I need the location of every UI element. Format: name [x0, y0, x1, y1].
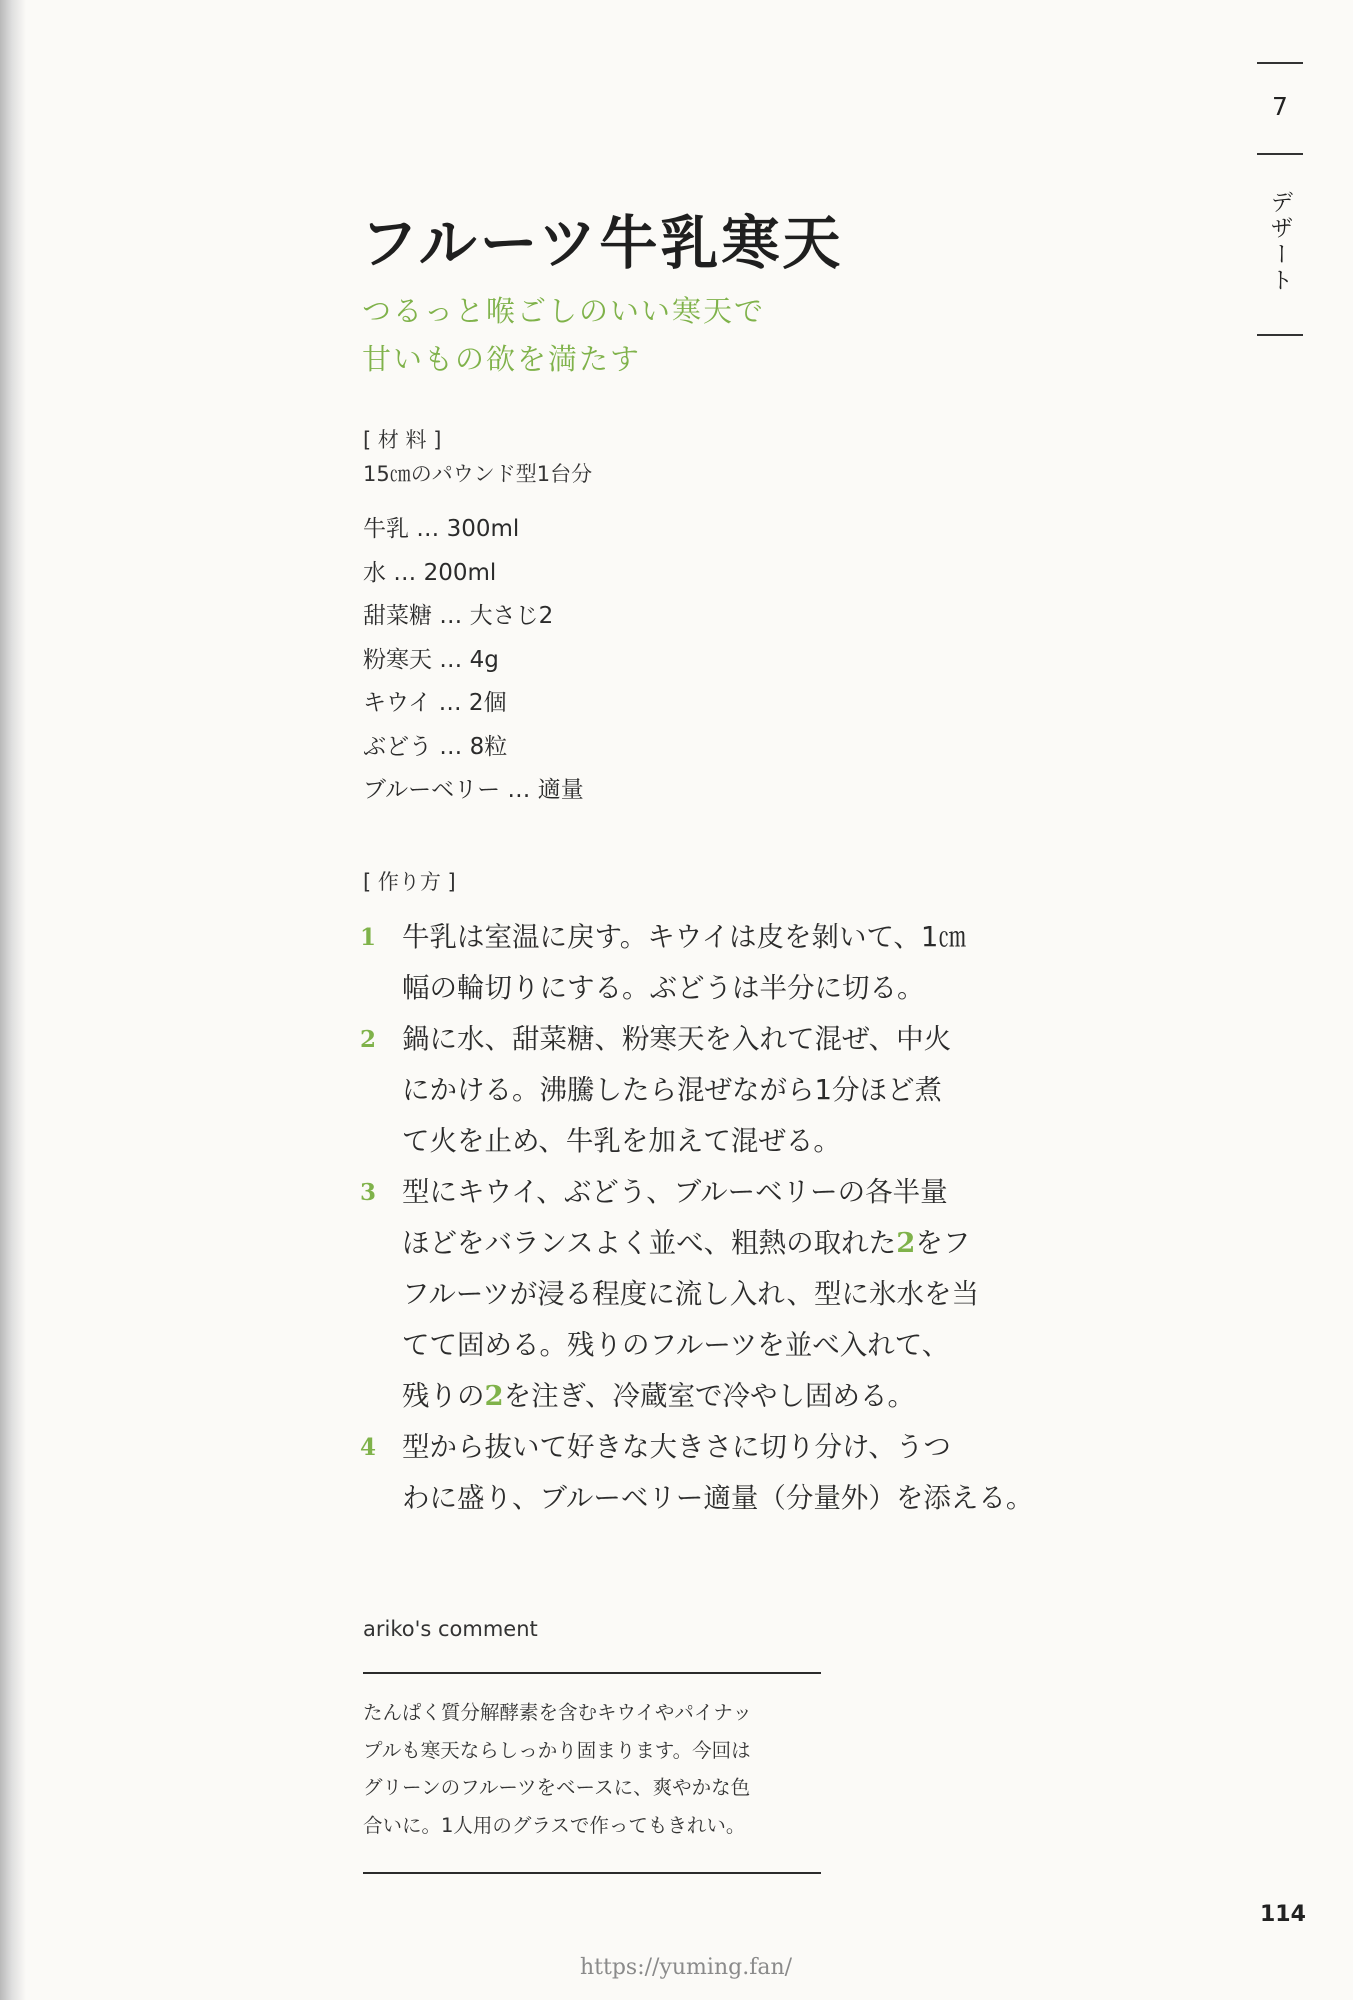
ingredient-item: 牛乳 … 300ml	[363, 516, 520, 542]
method-heading: [ 作り方 ]	[363, 870, 456, 894]
method-step	[360, 912, 1080, 1014]
ingredient-item: 水 … 200ml	[363, 559, 497, 586]
method-step	[360, 1167, 1080, 1422]
page-gutter-shadow	[0, 0, 26, 2000]
step-text-segment: をフ	[915, 1227, 971, 1259]
method-step	[360, 1014, 1080, 1167]
step-text-line: 鍋に水、甜菜糖、粉寒天を入れて混ぜ、中火	[402, 1023, 952, 1055]
step-text-line: にかける。沸騰したら混ぜながら1分ほど煮	[402, 1074, 942, 1106]
step-text-line: 牛乳は室温に戻す。キウイは皮を剝いて、1㎝	[402, 921, 966, 953]
step-text-segment: を注ぎ、冷蔵室で冷やし固める。	[503, 1380, 916, 1412]
recipe-subtitle	[362, 287, 765, 383]
step-number: 4	[360, 1434, 377, 1461]
step-text-line	[402, 1218, 1080, 1269]
chapter-number: 7	[1272, 92, 1288, 121]
comment-body	[363, 1694, 833, 1844]
step-text-line: 型から抜いて好きな大きさに切り分け、うつ	[402, 1431, 951, 1463]
step-text-line: て火を止め、牛乳を加えて混ぜる。	[402, 1125, 841, 1157]
step-text-segment: 残りの	[402, 1380, 485, 1412]
comment-line: プルも寒天ならしっかり固まります。今回は	[363, 1738, 751, 1762]
step-number: 2	[360, 1026, 377, 1053]
ingredient-item: キウイ … 2個	[363, 690, 507, 716]
step-text-line	[402, 1371, 1080, 1422]
subtitle-line: 甘いもの欲を満たす	[362, 342, 642, 376]
ingredient-item: ぶどう … 8粒	[363, 733, 508, 760]
step-text-line: フルーツが浸る程度に流し入れ、型に氷水を当	[402, 1278, 979, 1310]
chapter-tab-rule-middle	[1257, 153, 1303, 155]
step-text-segment: ほどをバランスよく並べ、粗熱の取れた	[402, 1227, 897, 1259]
step-reference: 2	[896, 1227, 916, 1259]
step-reference: 2	[484, 1380, 504, 1412]
comment-line: たんぱく質分解酵素を含むキウイやパイナッ	[363, 1701, 753, 1724]
comment-line: 合いに。1人用のグラスで作ってもきれい。	[363, 1813, 746, 1837]
comment-heading: ariko's comment	[363, 1617, 538, 1641]
ingredient-item: 粉寒天 … 4g	[363, 646, 499, 673]
ingredient-list	[363, 508, 584, 813]
ingredients-heading: [ 材 料 ]	[363, 428, 442, 452]
step-number: 1	[360, 924, 377, 951]
chapter-tab-rule-top	[1257, 62, 1303, 64]
chapter-tab-rule-bottom	[1257, 334, 1303, 336]
comment-rule-bottom	[363, 1872, 821, 1874]
chapter-name: デザート	[1266, 190, 1293, 294]
ingredient-item: 甜菜糖 … 大さじ2	[363, 603, 554, 629]
method-step	[360, 1422, 1080, 1524]
comment-rule-top	[363, 1672, 821, 1674]
comment-line: グリーンのフルーツをベースに、爽やかな色	[363, 1776, 751, 1799]
step-number: 3	[360, 1179, 377, 1206]
step-text-line: てて固める。残りのフルーツを並べ入れて、	[402, 1329, 950, 1361]
step-text-line: 幅の輪切りにする。ぶどうは半分に切る。	[402, 972, 925, 1004]
recipe-yield: 15㎝のパウンド型1台分	[363, 462, 593, 486]
subtitle-line: つるっと喉ごしのいい寒天で	[362, 294, 766, 328]
step-text-line: 型にキウイ、ぶどう、ブルーベリーの各半量	[402, 1176, 948, 1208]
watermark: https://yuming.fan/	[580, 1955, 793, 1980]
ingredient-item: ブルーベリー … 適量	[363, 777, 584, 803]
method-steps	[360, 912, 1080, 1524]
step-text-line: わに盛り、ブルーベリー適量（分量外）を添える。	[402, 1482, 1034, 1514]
page-number: 114	[1260, 1902, 1306, 1927]
recipe-title: フルーツ牛乳寒天	[360, 209, 844, 277]
